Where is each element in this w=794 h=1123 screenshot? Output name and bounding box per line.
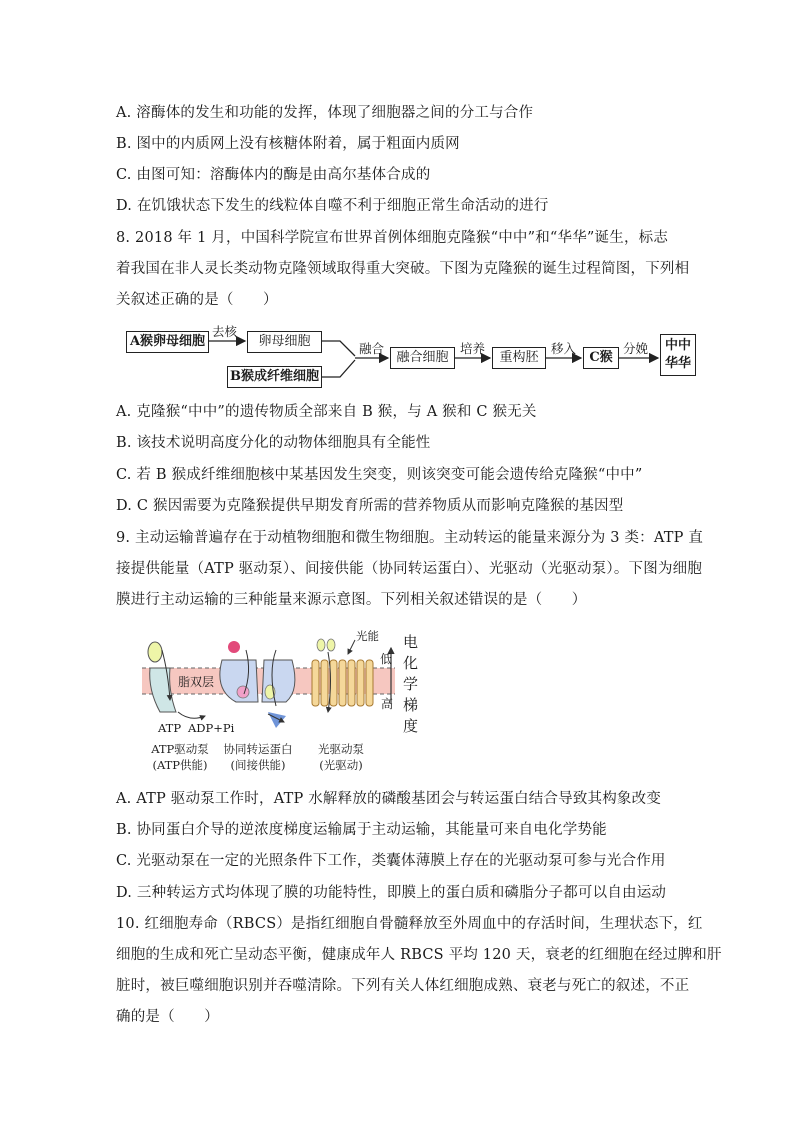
q8-stem-line-3: 关叙述正确的是（ ）: [116, 292, 278, 308]
q9-stem-line-3: 膜进行主动运输的三种能量来源示意图。下列相关叙述错误的是（ ）: [116, 592, 587, 608]
q8-option-c: C. 若 B 猴成纤维细胞核中某基因发生突变，则该突变可能会遗传给克隆猴“中中”: [116, 467, 643, 483]
caption-atp-pump: [140, 741, 220, 773]
label-fuse: 融合: [359, 341, 385, 356]
q9-option-d: D. 三种转运方式均体现了膜的功能特性，即膜上的蛋白质和磷脂分子都可以自由运动: [116, 885, 667, 901]
q7-option-a: A. 溶酶体的发生和功能的发挥，体现了细胞器之间的分工与合作: [116, 105, 534, 121]
box-fused-cell: 融合细胞: [390, 347, 455, 369]
label-lipid-bilayer: 脂双层: [178, 675, 215, 689]
q7-option-b: B. 图中的内质网上没有核糖体附着，属于粗面内质网: [116, 136, 460, 152]
q8-option-b: B. 该技术说明高度分化的动物体细胞具有全能性: [116, 435, 431, 451]
box-a-monkey-oocyte: A猴卵母细胞: [126, 331, 209, 353]
q9-option-b: B. 协同蛋白介导的逆浓度梯度运输属于主动运输，其能量可来自电化学势能: [116, 822, 607, 838]
q9-stem-line-2: 接提供能量（ATP 驱动泵）、间接供能（协同转运蛋白）、光驱动（光驱动泵）。下图为细胞: [116, 561, 703, 577]
label-culture: 培养: [460, 341, 486, 356]
result-zhongzhong: 中中: [664, 338, 691, 353]
q10-stem-line-3: 脏时，被巨噬细胞识别并吞噬清除。下列有关人体红细胞成熟、衰老与死亡的叙述，不正: [116, 978, 690, 994]
box-b-monkey-fibroblast: B猴成纤维细胞: [227, 366, 322, 388]
caption-light-pump-line-1: 光驱动泵: [318, 742, 364, 756]
q8-stem-line-1: 8. 2018 年 1 月，中国科学院宣布世界首例体细胞克隆猴“中中”和“华华”诞生，标志: [116, 230, 669, 246]
caption-cotransporter-line-1: 协同转运蛋白: [223, 742, 293, 756]
q9-option-a: A. ATP 驱动泵工作时，ATP 水解释放的磷酸基团会与转运蛋白结合导致其构象改变: [116, 791, 662, 807]
q10-stem-line-1: 10. 红细胞寿命（RBCS）是指红细胞自骨髓释放至外周血中的存活时间，生理状态下，红: [116, 916, 703, 932]
q10-stem-line-2: 细胞的生成和死亡呈动态平衡，健康成年人 RBCS 平均 120 天，衰老的红细胞在经过脾和肝: [116, 947, 722, 963]
gradient-char-2: 化: [403, 654, 419, 672]
box-reconstructed-embryo: 重构胚: [492, 347, 546, 369]
label-transfer: 移入: [551, 341, 577, 356]
label-adp-pi: ADP+Pi: [188, 721, 235, 735]
q8-option-d: D. C 猴因需要为克隆猴提供早期发育所需的营养物质从而影响克隆猴的基因型: [116, 498, 624, 514]
q9-stem-line-1: 9. 主动运输普遍存在于动植物细胞和微生物细胞。主动转运的能量来源分为 3 类：ATP 直: [116, 530, 704, 546]
box-c-monkey: C猴: [583, 347, 619, 369]
caption-cotransporter-line-2: (间接供能): [230, 758, 286, 772]
caption-light-pump: [306, 741, 376, 773]
gradient-char-5: 度: [403, 717, 419, 735]
label-birth: 分娩: [623, 341, 649, 356]
q8-stem-line-2: 着我国在非人灵长类动物克隆领域取得重大突破。下图为克隆猴的诞生过程简图，下列相: [116, 261, 690, 277]
gradient-char-4: 梯: [403, 696, 419, 714]
caption-cotransporter: [216, 741, 300, 773]
gradient-char-1: 电: [403, 633, 419, 651]
q9-option-c: C. 光驱动泵在一定的光照条件下工作，类囊体薄膜上存在的光驱动泵可参与光合作用: [116, 853, 666, 869]
box-oocyte: 卵母细胞: [247, 331, 322, 353]
label-low: 低: [380, 652, 393, 666]
label-atp: ATP: [158, 721, 182, 735]
caption-light-pump-line-2: (光驱动): [319, 758, 363, 772]
label-light-energy: 光能: [356, 629, 379, 643]
q7-option-d: D. 在饥饿状态下发生的线粒体自噬不利于细胞正常生命活动的进行: [116, 198, 549, 214]
caption-atp-pump-line-1: ATP驱动泵: [151, 742, 209, 756]
q10-stem-line-4: 确的是（ ）: [116, 1009, 219, 1025]
q8-option-a: A. 克隆猴“中中”的遗传物质全部来自 B 猴，与 A 猴和 C 猴无关: [116, 404, 537, 420]
result-huahua: 华华: [664, 356, 691, 371]
label-high: 高: [381, 697, 394, 711]
q7-option-c: C. 由图可知：溶酶体内的酶是由高尔基体合成的: [116, 167, 431, 183]
gradient-char-3: 学: [403, 675, 419, 693]
label-enucleate: 去核: [212, 324, 238, 339]
caption-atp-pump-line-2: (ATP供能): [152, 758, 208, 772]
